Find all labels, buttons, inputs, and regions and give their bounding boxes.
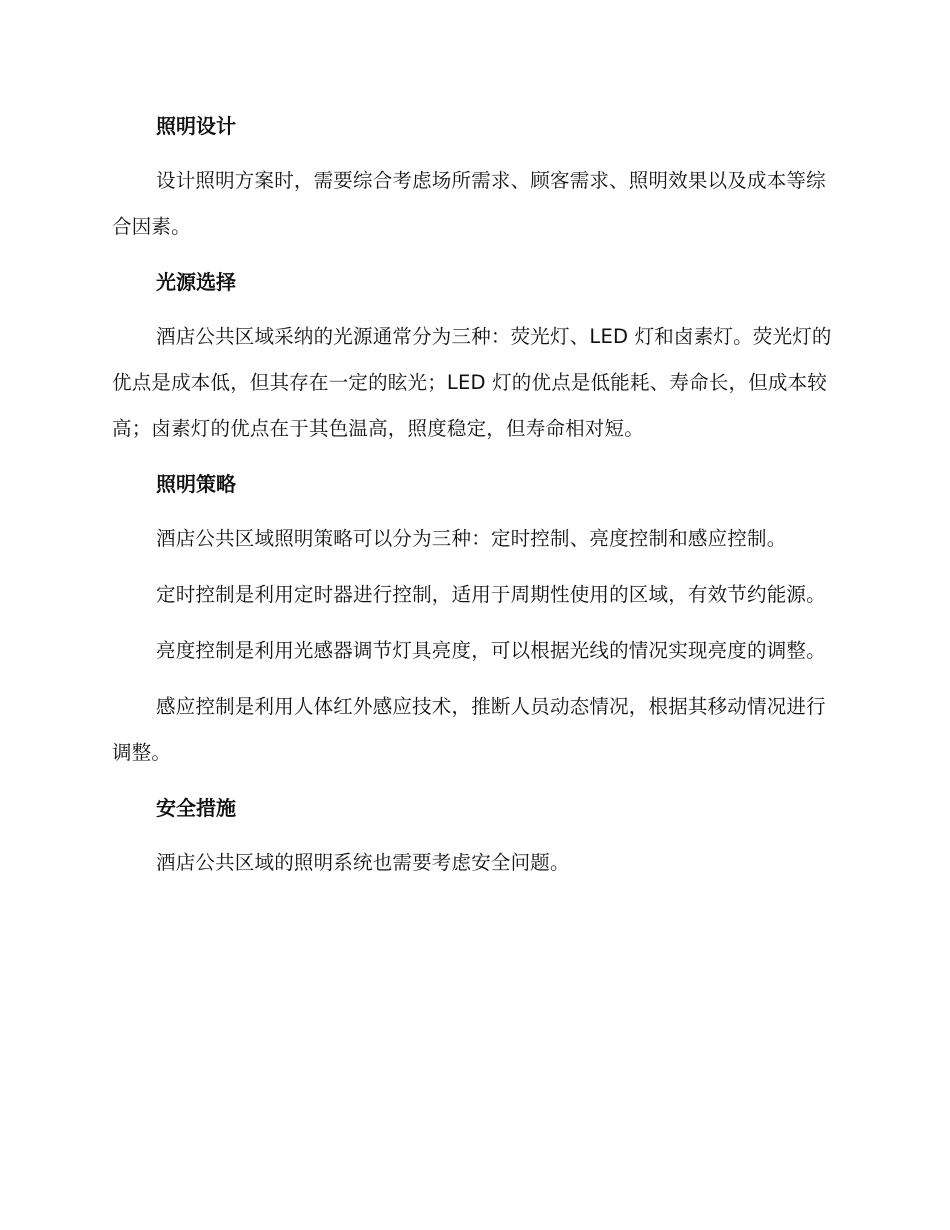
- paragraph-strategy-overview: 酒店公共区域照明策略可以分为三种：定时控制、亮度控制和感应控制。: [156, 527, 787, 550]
- paragraph-light-source: 酒店公共区域采纳的光源通常分为三种：荧光灯、LED 灯和卤素灯。荧光灯的优点是成本低，但其存在一定的眩光；LED 灯的优点是低能耗、寿命长，但成本较高；卤素灯的优点在于其色温高，照度稳定，但寿命相对短。: [112, 325, 832, 440]
- paragraph-safety: 酒店公共区域的照明系统也需要考虑安全问题。: [156, 851, 570, 874]
- paragraph-timer-control: 定时控制是利用定时器进行控制，适用于周期性使用的区域，有效节约能源。: [156, 583, 826, 606]
- section-heading-lighting-design: 照明设计: [156, 114, 236, 138]
- section-heading-lighting-strategy: 照明策略: [156, 472, 236, 496]
- section-heading-light-source: 光源选择: [156, 270, 236, 294]
- paragraph-brightness-control: 亮度控制是利用光感器调节灯具亮度，可以根据光线的情况实现亮度的调整。: [156, 639, 826, 662]
- section-heading-safety: 安全措施: [156, 796, 236, 820]
- paragraph-lighting-design: 设计照明方案时，需要综合考虑场所需求、顾客需求、照明效果以及成本等综合因素。: [112, 169, 826, 238]
- paragraph-sensor-control: 感应控制是利用人体红外感应技术，推断人员动态情况，根据其移动情况进行调整。: [112, 695, 826, 764]
- document-body: [112, 104, 832, 896]
